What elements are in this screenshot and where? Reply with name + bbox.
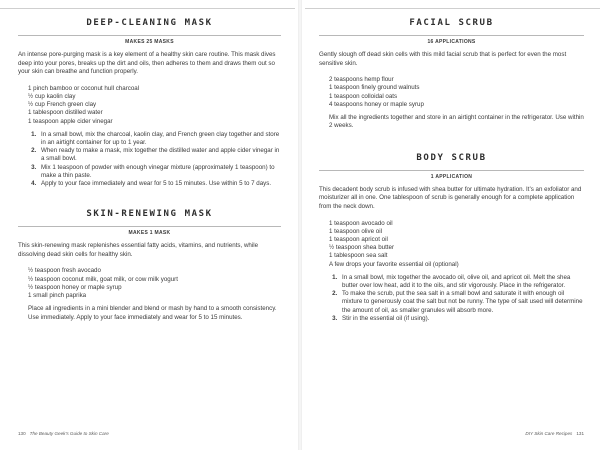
title-divider — [319, 35, 584, 36]
step: 2. To make the scrub, put the sea salt in a small bowl and saturate it with enough oil mixture to generously coat the salt but not be runny. The type of salt used will determine the amount of oil, as smaller granules will absorb more. — [339, 290, 584, 315]
recipe-intro: An intense pore-purging mask is a key element of a healthy skin care routine. This mask dives deep into your pores, breaks up the dirt and oils, then adheres to them and draws them out so your skin can breathe and function properly. — [18, 51, 276, 76]
recipe-deep-cleaning-mask — [18, 18, 281, 188]
title-divider — [18, 35, 281, 36]
recipe-title: DEEP-CLEANING MASK — [86, 18, 213, 28]
ingredient-list — [28, 267, 281, 300]
ingredient: 1 small pinch paprika — [28, 292, 87, 300]
recipe-title: FACIAL SCRUB — [409, 18, 494, 28]
top-rule — [0, 8, 295, 9]
recipe-body-scrub — [319, 153, 584, 323]
ingredient: 1 teaspoon colloidal oats — [329, 92, 398, 100]
ingredient: 1 teaspoon avocado oil — [329, 219, 393, 227]
book-gutter — [298, 0, 302, 450]
ingredient: 1 pinch bamboo or coconut hull charcoal — [28, 84, 140, 92]
ingredient: 2 teaspoons hemp flour — [329, 76, 394, 84]
recipe-title: BODY SCRUB — [416, 152, 487, 163]
step-list — [319, 274, 584, 323]
right-page — [305, 0, 600, 450]
ingredient: 1 teaspoon apricot oil — [329, 236, 388, 243]
left-footer — [18, 431, 109, 436]
recipe-title: SKIN-RENEWING MASK — [86, 209, 213, 220]
recipe-yield: 16 APPLICATIONS — [427, 39, 476, 45]
ingredient: 1 teaspoon finely ground walnuts — [329, 84, 420, 92]
running-title: The Beauty Geek’s Guide to Skin Care — [29, 431, 109, 436]
recipe-yield: MAKES 1 MASK — [128, 230, 171, 237]
ingredient: ½ cup kaolin clay — [28, 92, 76, 100]
left-page — [0, 0, 295, 450]
ingredient: ½ teaspoon honey or maple syrup — [28, 283, 122, 291]
recipe-yield: 1 APPLICATION — [430, 173, 473, 180]
page-number: 131 — [576, 431, 584, 436]
recipe-intro: This skin-renewing mask replenishes essential fatty acids, vitamins, and nutrients, while dissolving dead skin cells for healthy skin. — [18, 242, 259, 258]
ingredient: ½ cup French green clay — [28, 101, 97, 109]
recipe-intro: Gently slough off dead skin cells with this mild facial scrub that is perfect for even the most sensitive skin. — [319, 51, 567, 67]
step: 4. Apply to your face immediately and wear for 5 to 15 minutes. Use within 5 to 7 days. — [38, 180, 281, 188]
step: 3. Mix 1 teaspoon of powder with enough vinegar mixture (approximately 1 teaspoon) to make a thin paste. — [38, 164, 281, 180]
ingredient: A few drops your favorite essential oil (optional) — [329, 260, 459, 268]
page-number: 130 — [18, 431, 26, 436]
ingredient-list — [329, 76, 584, 109]
step: 1. In a small bowl, mix the charcoal, kaolin clay, and French green clay together and store in an airtight container for up to 1 year. — [38, 131, 281, 147]
ingredient-list — [28, 85, 281, 126]
title-divider — [18, 226, 281, 227]
step: 2. When ready to make a mask, mix together the distilled water and apple cider vinegar in a small bowl. — [38, 147, 281, 163]
recipe-yield: MAKES 25 MASKS — [125, 39, 174, 45]
running-title: DIY Skin Care Recipes — [525, 431, 573, 436]
step-list — [18, 131, 281, 188]
ingredient: ½ teaspoon fresh avocado — [28, 267, 101, 275]
step: 1. In a small bowl, mix together the avocado oil, olive oil, and apricot oil. Melt the shea butter over low heat, add it to the oils, and stir vigorously. Place in the refrigerator. — [339, 274, 584, 290]
ingredient: 4 teaspoons honey or maple syrup — [329, 100, 424, 108]
ingredient: ½ teaspoon coconut milk, goat milk, or cow milk yogurt — [28, 275, 178, 283]
recipe-facial-scrub — [319, 18, 584, 131]
recipe-intro: This decadent body scrub is infused with shea butter for ultimate hydration. It’s an exfoliator and moisturizer all in one. One tablespoon of scrub is generally enough for a complete application from the neck down. — [319, 185, 582, 210]
ingredient-list — [329, 220, 584, 269]
title-divider — [319, 170, 584, 171]
recipe-directions: Place all ingredients in a mini blender and blend or mash by hand to a smooth consistency. Use immediately. Apply to your face immediately and wear for 5 to 15 minutes. — [28, 305, 277, 321]
right-footer — [525, 431, 584, 436]
ingredient: 1 tablespoon distilled water — [28, 109, 103, 117]
recipe-directions: Mix all the ingredients together and store in an airtight container in the refrigerator. Use within 2 weeks. — [329, 114, 584, 130]
recipe-skin-renewing-mask — [18, 209, 281, 322]
ingredient: 1 tablespoon sea salt — [329, 252, 388, 260]
ingredient: ½ teaspoon shea butter — [329, 244, 395, 252]
top-rule — [305, 8, 600, 9]
ingredient: 1 teaspoon apple cider vinegar — [28, 117, 113, 125]
ingredient: 1 teaspoon olive oil — [329, 227, 382, 235]
step: 3. Stir in the essential oil (if using). — [339, 315, 584, 323]
